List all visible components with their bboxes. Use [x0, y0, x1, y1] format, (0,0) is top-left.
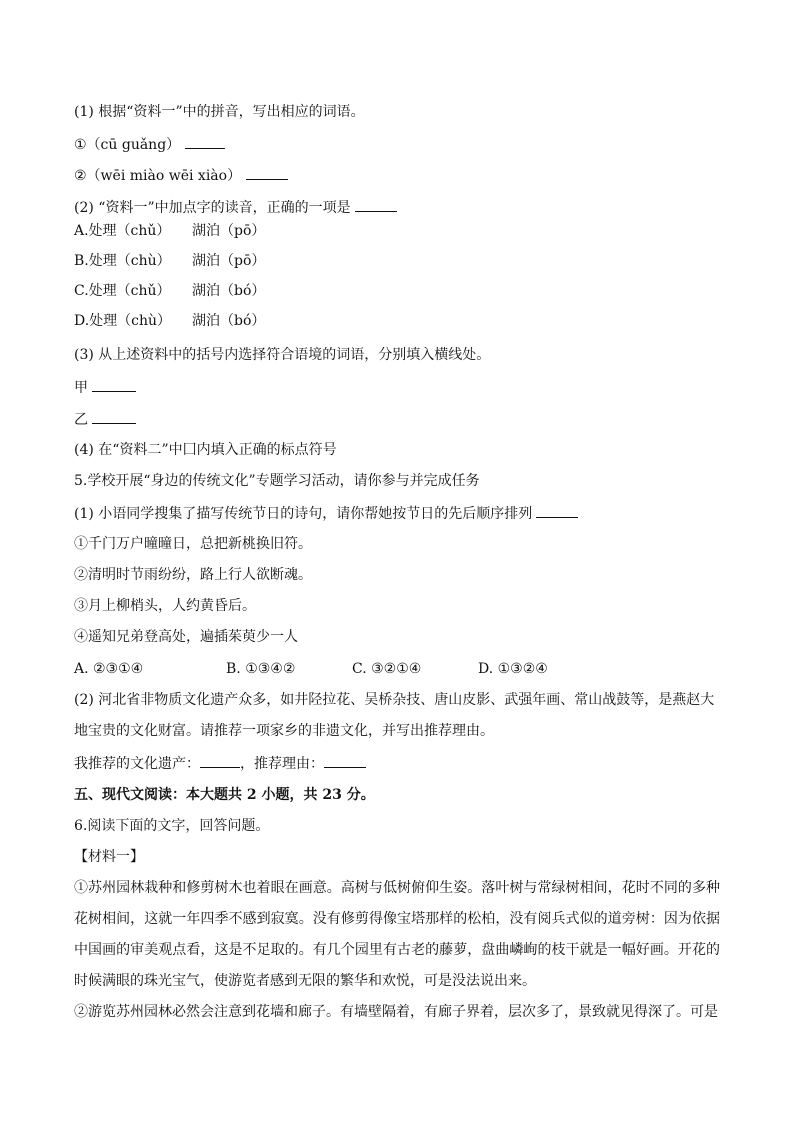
answer-blank[interactable]	[355, 197, 397, 212]
material-label: 【材料一】	[74, 849, 144, 865]
q5-sub2-line2: 地宝贵的文化财富。请推荐一项家乡的非遗文化，并写出推荐理由。	[74, 723, 494, 739]
q4-sub4: (4) 在“资料二”中囗内填入正确的标点符号	[74, 442, 337, 458]
section-heading: 五、现代文阅读：本大题共 2 小题，共 23 分。	[74, 787, 375, 803]
choice-c[interactable]: C. ③②①④	[352, 661, 422, 677]
answer-blank[interactable]	[185, 134, 225, 149]
answer-blank[interactable]	[246, 165, 288, 180]
answer-blank[interactable]	[200, 753, 240, 768]
q5-choices	[74, 659, 548, 679]
paragraph-1: ①苏州园林栽种和修剪树木也着眼在画意。高树与低树俯仰生姿。落叶树与常绿树相间，花时不同的多种花树相间，这就一年四季不感到寂寞。没有修剪得像宝塔那样的松柏，没有阅兵式似的道旁树：因为依据中国画的审美观点看，这是不足取的。有几个园里有古老的藤萝，盘曲嶙峋的枝干就是一幅好画。开花的时候满眼的珠光宝气，使游览者感到无限的繁华和欢悦，可是没法说出来。	[74, 880, 720, 989]
q5-poem-2: ②清明时节雨纷纷，路上行人欲断魂。	[74, 567, 312, 583]
choice-d[interactable]: D. ①③②④	[478, 661, 548, 677]
q5-recommend: 我推荐的文化遗产： ，推荐理由：	[74, 753, 366, 774]
answer-blank[interactable]	[324, 753, 366, 768]
q4-sub1: (1) 根据“资料一”中的拼音，写出相应的词语。	[74, 104, 365, 120]
q5-poem-4: ④遥知兄弟登高处，遍插茱萸少一人	[74, 629, 298, 645]
q4-yi: 乙	[74, 409, 136, 430]
paragraph-2: ②游览苏州园林必然会注意到花墙和廊子。有墙壁隔着，有廊子界着，层次多了，景致就见得深了。可是	[74, 1004, 718, 1020]
answer-blank[interactable]	[92, 409, 136, 424]
q4-option-a: A.处理（chǔ） 湖泊（pō）	[74, 223, 266, 239]
q5-sub2-line1: (2) 河北省非物质文化遗产众多，如井陉拉花、吴桥杂技、唐山皮影、武强年画、常山战鼓等，是燕赵大	[74, 692, 715, 708]
q4-sub2: (2) “资料一”中加点字的读音，正确的一项是	[74, 197, 397, 218]
q4-item2: ②（wēi miào wēi xiào）	[74, 165, 288, 186]
q5-sub1: (1) 小语同学搜集了描写传统节日的诗句，请你帮她按节日的先后顺序排列	[74, 503, 578, 524]
q5-title: 5.学校开展“身边的传统文化”专题学习活动，请你参与并完成任务	[74, 473, 480, 489]
q5-poem-1: ①千门万户曈曈日，总把新桃换旧符。	[74, 536, 312, 552]
q6-title: 6.阅读下面的文字，回答问题。	[74, 818, 270, 834]
q4-sub3: (3) 从上述资料中的括号内选择符合语境的词语，分别填入横线处。	[74, 347, 491, 363]
q4-option-b: B.处理（chù） 湖泊（pō）	[74, 253, 266, 269]
choice-a[interactable]: A. ②③①④	[74, 661, 144, 677]
answer-blank[interactable]	[92, 377, 136, 392]
q4-option-d: D.处理（chù） 湖泊（bó）	[74, 313, 266, 329]
choice-b[interactable]: B. ①③④②	[226, 661, 296, 677]
q5-poem-3: ③月上柳梢头，人约黄昏后。	[74, 598, 256, 614]
answer-blank[interactable]	[536, 503, 578, 518]
q4-item1: ①（cū guǎng）	[74, 134, 225, 155]
q4-option-c: C.处理（chǔ） 湖泊（bó）	[74, 283, 266, 299]
q4-jia: 甲	[74, 377, 136, 398]
